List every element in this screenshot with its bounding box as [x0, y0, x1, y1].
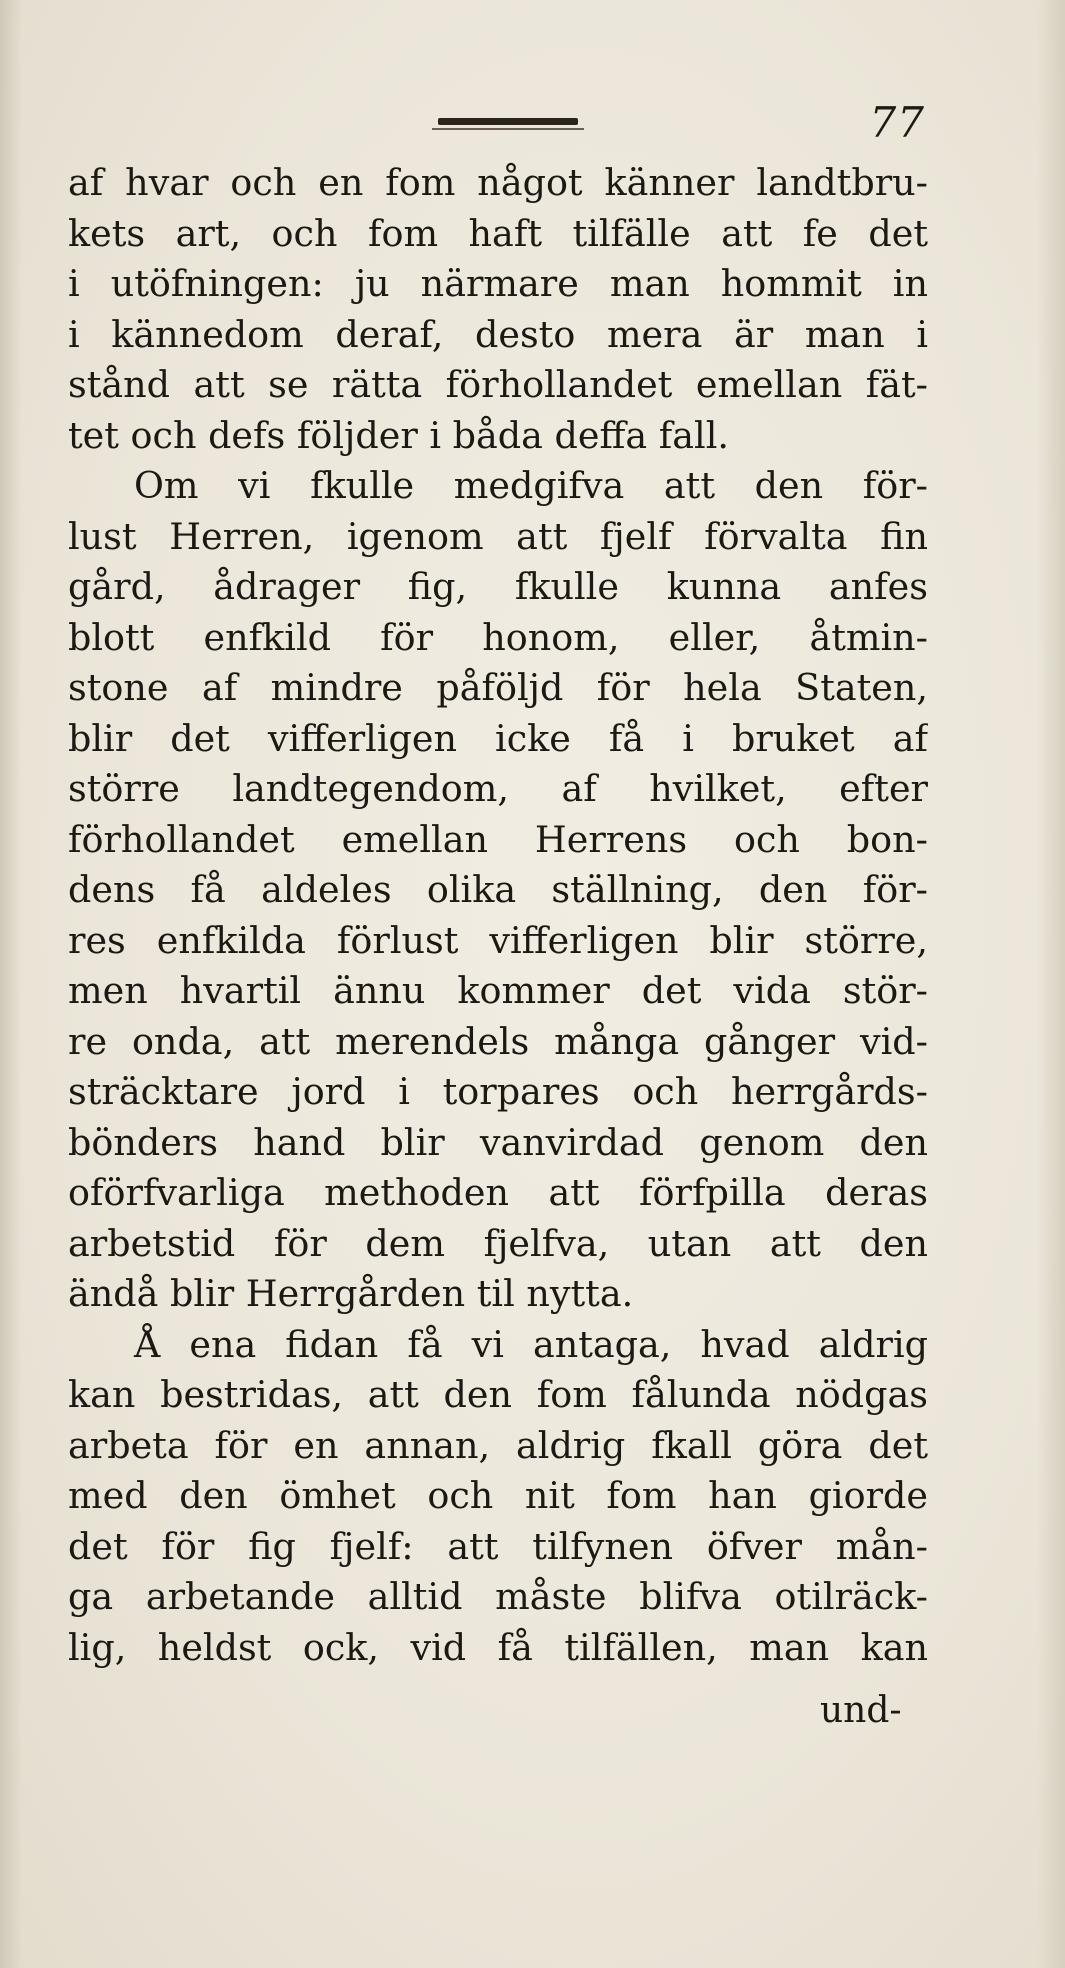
header-ornament-rule: [438, 118, 578, 125]
text-line-16: res enfkilda förlust vifferligen blir större,: [68, 918, 928, 962]
text-line-9: gård, ådrager fig, fkulle kunna anfes: [68, 565, 928, 608]
text-line-1: af hvar och en fom något känner landtbru-: [68, 161, 928, 204]
text-line-13: större landtegendom, af hvilket, efter: [68, 767, 928, 810]
text-line-12: blir det vifferligen icke få i bruket af: [68, 716, 928, 760]
text-line-6: tet och defs följder i båda deffa fall.: [68, 413, 729, 457]
text-line-22: arbetstid för dem fjelfva, utan att den: [68, 1221, 928, 1265]
body-text: [68, 158, 928, 1673]
text-line-21: oförfvarliga methoden att förfpilla deras: [68, 1171, 928, 1214]
text-line-29: ga arbetande alltid måste blifva otilräck-: [68, 1575, 928, 1618]
text-line-30: lig, heldst ock, vid få tilfällen, man kan: [68, 1625, 928, 1669]
text-line-25: kan bestridas, att den fom fålunda nödgas: [68, 1373, 928, 1416]
text-line-19: sträcktare jord i torpares och herrgårds-: [68, 1070, 928, 1113]
text-line-20: bönders hand blir vanvirdad genom den: [68, 1120, 928, 1164]
binding-gutter-shadow: [0, 0, 22, 1968]
page-edge-shadow: [1037, 0, 1065, 1968]
text-line-24: Å ena fidan få vi antaga, hvad aldrig: [134, 1322, 928, 1366]
catchword: und-: [820, 1690, 902, 1731]
text-line-15: dens få aldeles olika ställning, den för-: [68, 868, 928, 911]
text-line-14: förhollandet emellan Herrens och bon-: [68, 817, 928, 861]
text-line-3: i utöfningen: ju närmare man hommit in: [68, 262, 928, 305]
text-line-10: blott enfkild för honom, eller, åtmin-: [68, 615, 928, 659]
text-line-2: kets art, och fom haft tilfälle att fe det: [68, 211, 928, 255]
text-line-27: med den ömhet och nit fom han giorde: [68, 1474, 928, 1517]
text-line-8: lust Herren, igenom att fjelf förvalta fin: [68, 514, 928, 558]
text-line-18: re onda, att merendels många gånger vid-: [68, 1019, 928, 1063]
text-line-11: stone af mindre påföljd för hela Staten,: [68, 666, 928, 709]
text-line-5: stånd att se rätta förhollandet emellan fät-: [68, 363, 928, 406]
text-line-7: Om vi fkulle medgifva att den för-: [134, 464, 928, 507]
page-header: [0, 98, 1065, 148]
text-line-4: i kännedom deraf, desto mera är man i: [68, 312, 928, 356]
text-line-17: men hvartil ännu kommer det vida stör-: [68, 969, 928, 1012]
page-number: 77: [869, 98, 925, 147]
text-line-23: ändå blir Herrgården til nytta.: [68, 1272, 634, 1315]
text-line-28: det för fig fjelf: att tilfynen öfver mån-: [68, 1524, 928, 1568]
text-line-26: arbeta för en annan, aldrig fkall göra det: [68, 1423, 928, 1467]
